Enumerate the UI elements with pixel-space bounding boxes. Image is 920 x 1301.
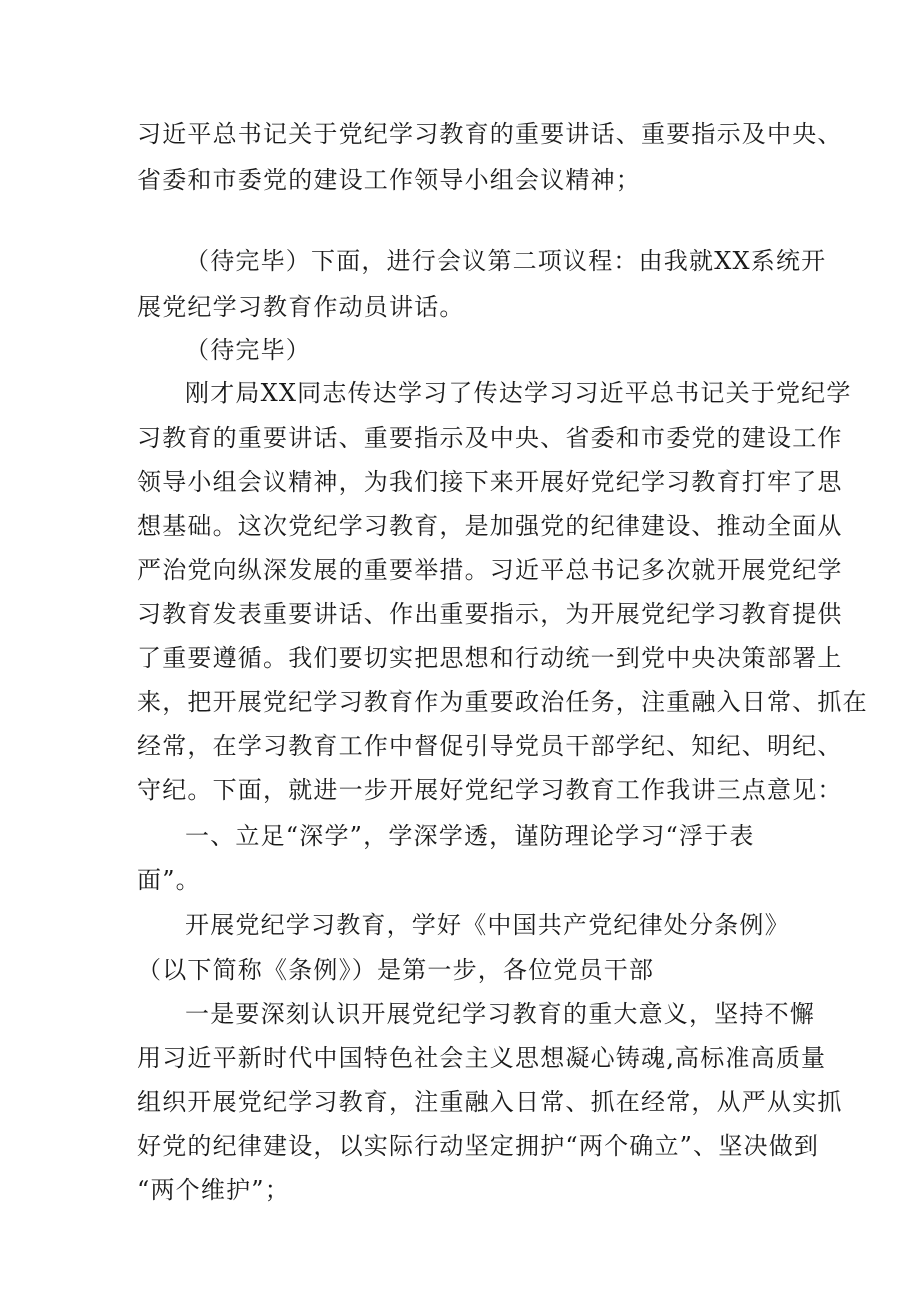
body-text-line: 用习近平新时代中国特色社会主义思想凝心铸魂,高标准高质量 (137, 1044, 827, 1072)
body-text-line: 来，把开展党纪学习教育作为重要政治任务，注重融入日常、抓在 (137, 688, 868, 716)
body-text-line: 习教育发表重要讲话、作出重要指示，为开展党纪学习教育提供 (137, 600, 843, 628)
body-text-line: 领导小组会议精神，为我们接下来开展好党纪学习教育打牢了思 (137, 468, 843, 496)
body-text-line: 开展党纪学习教育，学好《中国共产党纪律处分条例》 (185, 911, 790, 939)
body-text-line: 经常，在学习教育工作中督促引导党员干部学纪、知纪、明纪、 (137, 732, 843, 760)
body-text-line: （以下简称《条例》）是第一步，各位党员干部 (137, 956, 655, 984)
body-text-line: 刚才局XX同志传达学习了传达学习习近平总书记关于党纪学 (185, 379, 852, 407)
body-text-line: （待完毕）下面，进行会议第二项议程：由我就XX系统开 (185, 247, 827, 275)
body-text-line: 守纪。下面，就进一步开展好党纪学习教育工作我讲三点意见： (137, 776, 843, 804)
body-text-line: “两个维护”； (137, 1176, 290, 1204)
body-text-line: 习教育的重要讲话、重要指示及中央、省委和市委党的建设工作 (137, 424, 843, 452)
body-text-line: 省委和市委党的建设工作领导小组会议精神； (137, 166, 641, 194)
body-text-line: 了重要遵循。我们要切实把思想和行动统一到党中央决策部署上 (137, 644, 843, 672)
section-heading-line: 面”。 (137, 866, 201, 894)
section-heading-line: 一、立足“深学”，学深学透，谨防理论学习“浮于表 (185, 822, 755, 850)
body-text-line: 展党纪学习教育作动员讲话。 (137, 293, 465, 321)
body-text-line: 一是要深刻认识开展党纪学习教育的重大意义，坚持不懈 (185, 1000, 815, 1028)
body-text-line: 严治党向纵深发展的重要举措。习近平总书记多次就开展党纪学 (137, 556, 843, 584)
body-text-line: （待完毕） (185, 336, 311, 364)
body-text-line: 好党的纪律建设，以实际行动坚定拥护“两个确立”、坚决做到 (137, 1132, 820, 1160)
body-text-line: 想基础。这次党纪学习教育，是加强党的纪律建设、推动全面从 (137, 512, 843, 540)
body-text-line: 习近平总书记关于党纪学习教育的重要讲话、重要指示及中央、 (137, 120, 843, 148)
body-text-line: 组织开展党纪学习教育，注重融入日常、抓在经常，从严从实抓 (137, 1088, 843, 1116)
